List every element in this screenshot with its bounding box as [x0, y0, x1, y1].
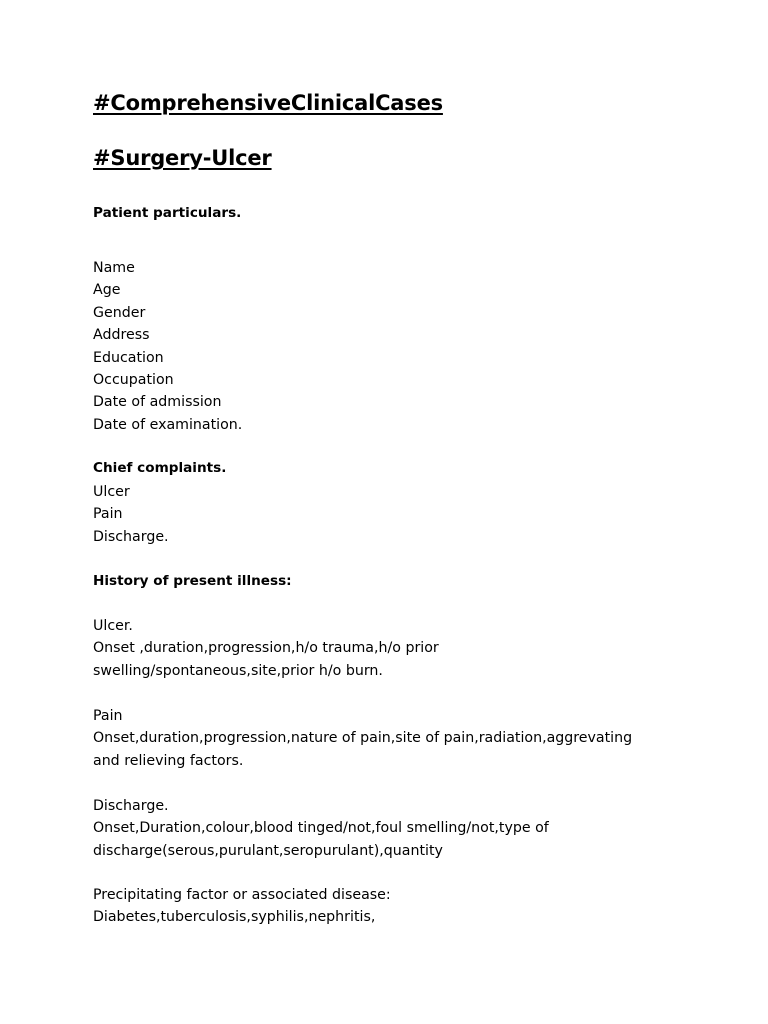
list-item: Gender	[93, 304, 146, 321]
paragraph-line: swelling/spontaneous,site,prior h/o burn.	[93, 662, 383, 679]
history-discharge-block	[93, 795, 549, 862]
patient-particulars-list	[93, 257, 242, 436]
list-item: Ulcer	[93, 484, 130, 500]
history-ulcer-block	[93, 615, 439, 682]
paragraph-line: Ulcer.	[93, 618, 133, 634]
list-item: Name	[93, 260, 135, 276]
paragraph-line: Discharge.	[93, 798, 169, 814]
history-precipitating-block	[93, 884, 391, 929]
list-item: Pain	[93, 506, 123, 523]
chief-complaints-list	[93, 481, 169, 548]
list-item: Age	[93, 282, 121, 299]
paragraph-line: Onset,Duration,colour,blood tinged/not,foul smelling/not,type of	[93, 820, 549, 837]
history-heading: History of present illness:	[93, 573, 292, 589]
paragraph-line: Pain	[93, 708, 123, 724]
patient-particulars-heading: Patient particulars.	[93, 205, 242, 221]
list-item: Address	[93, 327, 150, 344]
list-item: Education	[93, 349, 164, 366]
paragraph-line: Onset ,duration,progression,h/o trauma,h/o prior	[93, 640, 439, 657]
paragraph-line: and relieving factors.	[93, 752, 244, 769]
paragraph-line: Diabetes,tuberculosis,syphilis,nephritis,	[93, 909, 376, 926]
document-subtitle: #Surgery-Ulcer	[93, 146, 272, 170]
history-pain-block	[93, 705, 632, 772]
paragraph-line: Onset,duration,progression,nature of pain,site of pain,radiation,aggrevating	[93, 730, 633, 747]
list-item: Date of examination.	[93, 416, 243, 433]
paragraph-line: discharge(serous,purulant,seropurulant),quantity	[93, 842, 443, 859]
list-item: Occupation	[93, 372, 174, 389]
list-item: Discharge.	[93, 528, 169, 545]
list-item: Date of admission	[93, 394, 222, 411]
chief-complaints-heading: Chief complaints.	[93, 460, 227, 476]
paragraph-line: Precipitating factor or associated disease:	[93, 887, 391, 903]
document-title: #ComprehensiveClinicalCases	[93, 91, 443, 115]
